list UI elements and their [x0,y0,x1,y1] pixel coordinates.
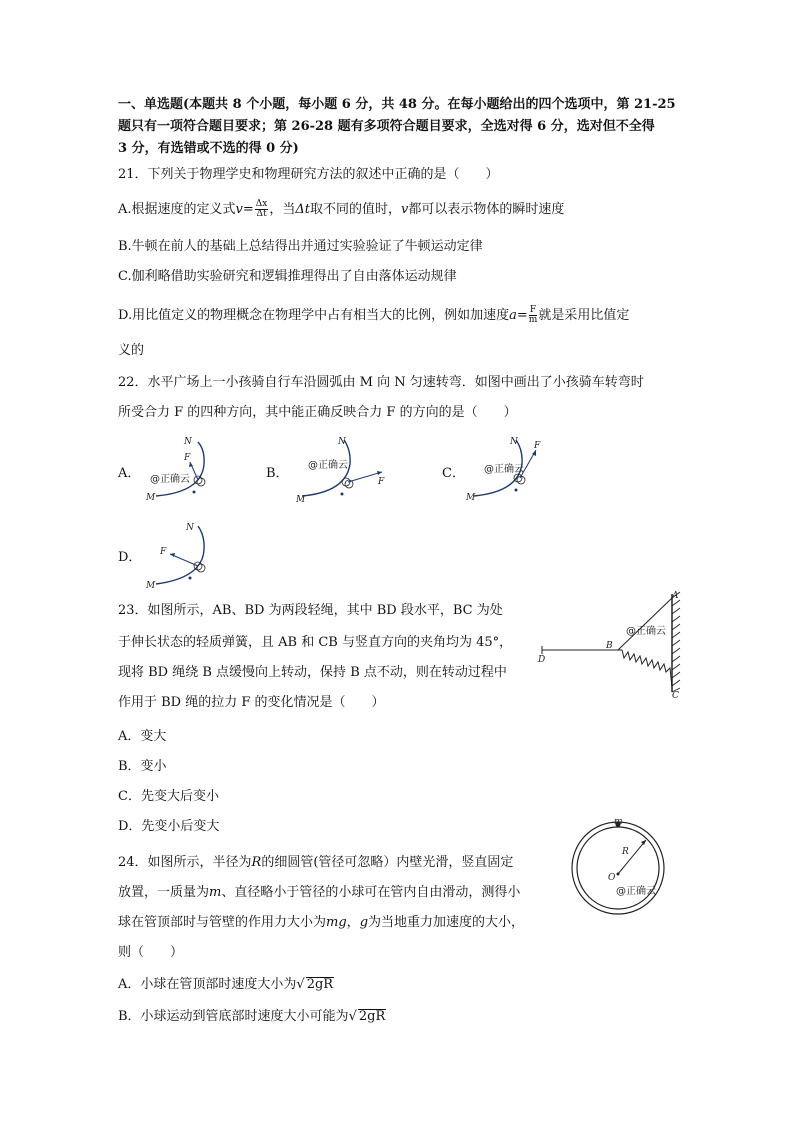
q22-b-label-f: F [378,477,385,487]
q24-line4: 则（ ） [118,945,184,960]
q21-a-suffix: 都可以表示物体的瞬时速度 [408,202,565,217]
q21-a-v2: v [401,202,409,217]
q21-option-c: C.伽利略借助实验研究和逻辑推理得出了自由落体运动规律 [118,269,457,284]
q21-d-prefix: D.用比值定义的物理概念在物理学中占有相当大的比例，例如加速度 [118,308,510,323]
q22-a-label-n: N [184,437,192,447]
q21-option-d-cont: 义的 [118,343,145,358]
q21-d-eq: = [516,308,528,323]
q22-figure-d [140,518,220,592]
q24-line3-mg: mg [326,915,347,930]
q23-label-b: B [606,641,613,651]
q23-option-b: B．变小 [118,759,167,774]
q21-a-prefix: A.根据速度的定义式 [118,202,236,217]
q24-label-o: O [608,873,616,883]
q22-option-b-label: B． [266,466,289,481]
q21-a-eq: = [242,202,254,217]
q23-option-a: A．变大 [118,729,167,744]
q24-line2-m: m [209,885,222,900]
q24-watermark: @正确云 [616,886,656,897]
q24-line1 [118,854,513,872]
q22-figure-c [462,432,562,506]
q24-line3 [118,914,524,932]
q24-line1-b: 的细圆管(管径可忽略）内壁光滑，竖直固定 [261,855,514,870]
q22-a-label-f: F [184,453,191,463]
q22-c-label-n: N [510,437,518,447]
q23-label-d: D [538,655,546,665]
q23-label-a: A [672,591,679,601]
q23-watermark: @正确云 [626,626,666,637]
q24-option-a: A．小球在管顶部时速度大小为√ 2gR [118,977,334,992]
q24-b-sqrt: 2gR [358,1009,386,1024]
q22-stem-line1: 22．水平广场上一小孩骑自行车沿圆弧由 M 向 N 匀速转弯．如图中画出了小孩骑车转弯时 [118,375,644,390]
q22-option-a-label: A． [118,466,141,481]
q24-line3-a: 球在管顶部时与管壁的作用力大小为 [118,915,327,930]
q24-label-m: m [614,818,623,827]
q21-d-var: a [509,308,517,323]
q23-option-c: C．先变大后变小 [118,789,219,804]
q24-b-prefix: B．小球运动到管底部时速度大小可能为 [118,1009,349,1024]
q22-a-label-m: M [146,493,156,503]
q24-line2 [118,884,520,902]
q23-line2: 于伸长状态的轻质弹簧，且 AB 和 CB 与竖直方向的夹角均为 45°， [118,635,513,650]
q22-a-watermark: @正确云 [150,474,190,485]
q21-d-den: m [528,315,538,325]
q22-c-label-f: F [534,441,541,451]
q24-option-b: B．小球运动到管底部时速度大小可能为√ 2gR [118,1009,386,1024]
q23-line3: 现将 BD 绳绕 B 点缓慢向上转动，保持 B 点不动，则在转动过程中 [118,665,507,680]
q22-b-watermark: @正确云 [308,460,348,471]
q21-a-den: Δt [256,209,267,219]
q22-d-label-m: M [146,581,156,591]
q23-figure [534,588,684,700]
q21-a-mid2: 取不同的值时， [310,202,402,217]
q21-a-mid: ，当 [269,202,296,217]
q21-option-a [118,200,564,219]
q22-stem-line2: 所受合力 F 的四种方向，其中能正确反映合力 F 的方向的是（ ） [118,405,517,420]
q21-a-num: Δx [255,199,268,209]
q24-line2-b: 、直径略小于管径的小球可在管内自由滑动，测得小 [221,885,521,900]
q24-line2-a: 放置，一质量为 [118,885,210,900]
q24-line1-a: 24．如图所示，半径为 [118,855,252,870]
q23-label-c: C [672,691,679,700]
q24-a-prefix: A．小球在管顶部时速度大小为 [118,977,297,992]
q21-stem: 21．下列关于物理学史和物理研究方法的叙述中正确的是（ ） [118,167,499,182]
q21-option-d [118,306,629,325]
section-heading-line2: 题只有一项符合题目要求；第 26-28 题有多项符合题目要求，全选对得 6 分，选对但不全得 [118,119,655,134]
q24-label-r: R [622,847,629,857]
section-heading-line3: 3 分，有选错或不选的得 0 分) [118,141,299,156]
q21-a-var: v [235,202,243,217]
q22-figure-a [140,432,220,506]
q23-line1: 23．如图所示，AB、BD 为两段轻绳，其中 BD 段水平，BC 为处 [118,603,503,618]
q24-figure [568,818,668,918]
q21-a-fraction [255,200,269,219]
q23-line4: 作用于 BD 绳的拉力 F 的变化情况是（ ） [118,695,385,710]
section-heading-line1: 一、单选题(本题共 8 个小题，每小题 6 分，共 48 分。在每小题给出的四个选项中，第 21-25 [118,97,676,112]
q24-line1-r: R [251,855,262,870]
q22-d-label-n: N [186,523,194,533]
q22-c-label-m: M [466,493,476,503]
q21-d-fraction [529,306,538,325]
q22-option-c-label: C． [442,466,465,481]
q22-figure-b [290,432,400,506]
q21-option-b: B.牛顿在前人的基础上总结得出并通过实验验证了牛顿运动定律 [118,239,483,254]
q22-c-watermark: @正确云 [484,464,524,475]
q22-option-d-label: D． [118,550,142,565]
q22-d-label-f: F [160,547,167,557]
q24-line3-c: 为当地重力加速度的大小， [368,915,525,930]
q22-b-label-n: N [338,437,346,447]
q24-line3-b: ， [346,915,360,930]
q24-line3-g: g [359,915,369,930]
q22-b-label-m: M [296,495,306,505]
q23-option-d: D．先变小后变大 [118,819,220,834]
q24-a-sqrt: 2gR [306,977,334,992]
q21-a-dt: Δt [295,202,311,217]
q21-d-suffix: 就是采用比值定 [538,308,630,323]
q21-d-num: F [529,305,537,315]
